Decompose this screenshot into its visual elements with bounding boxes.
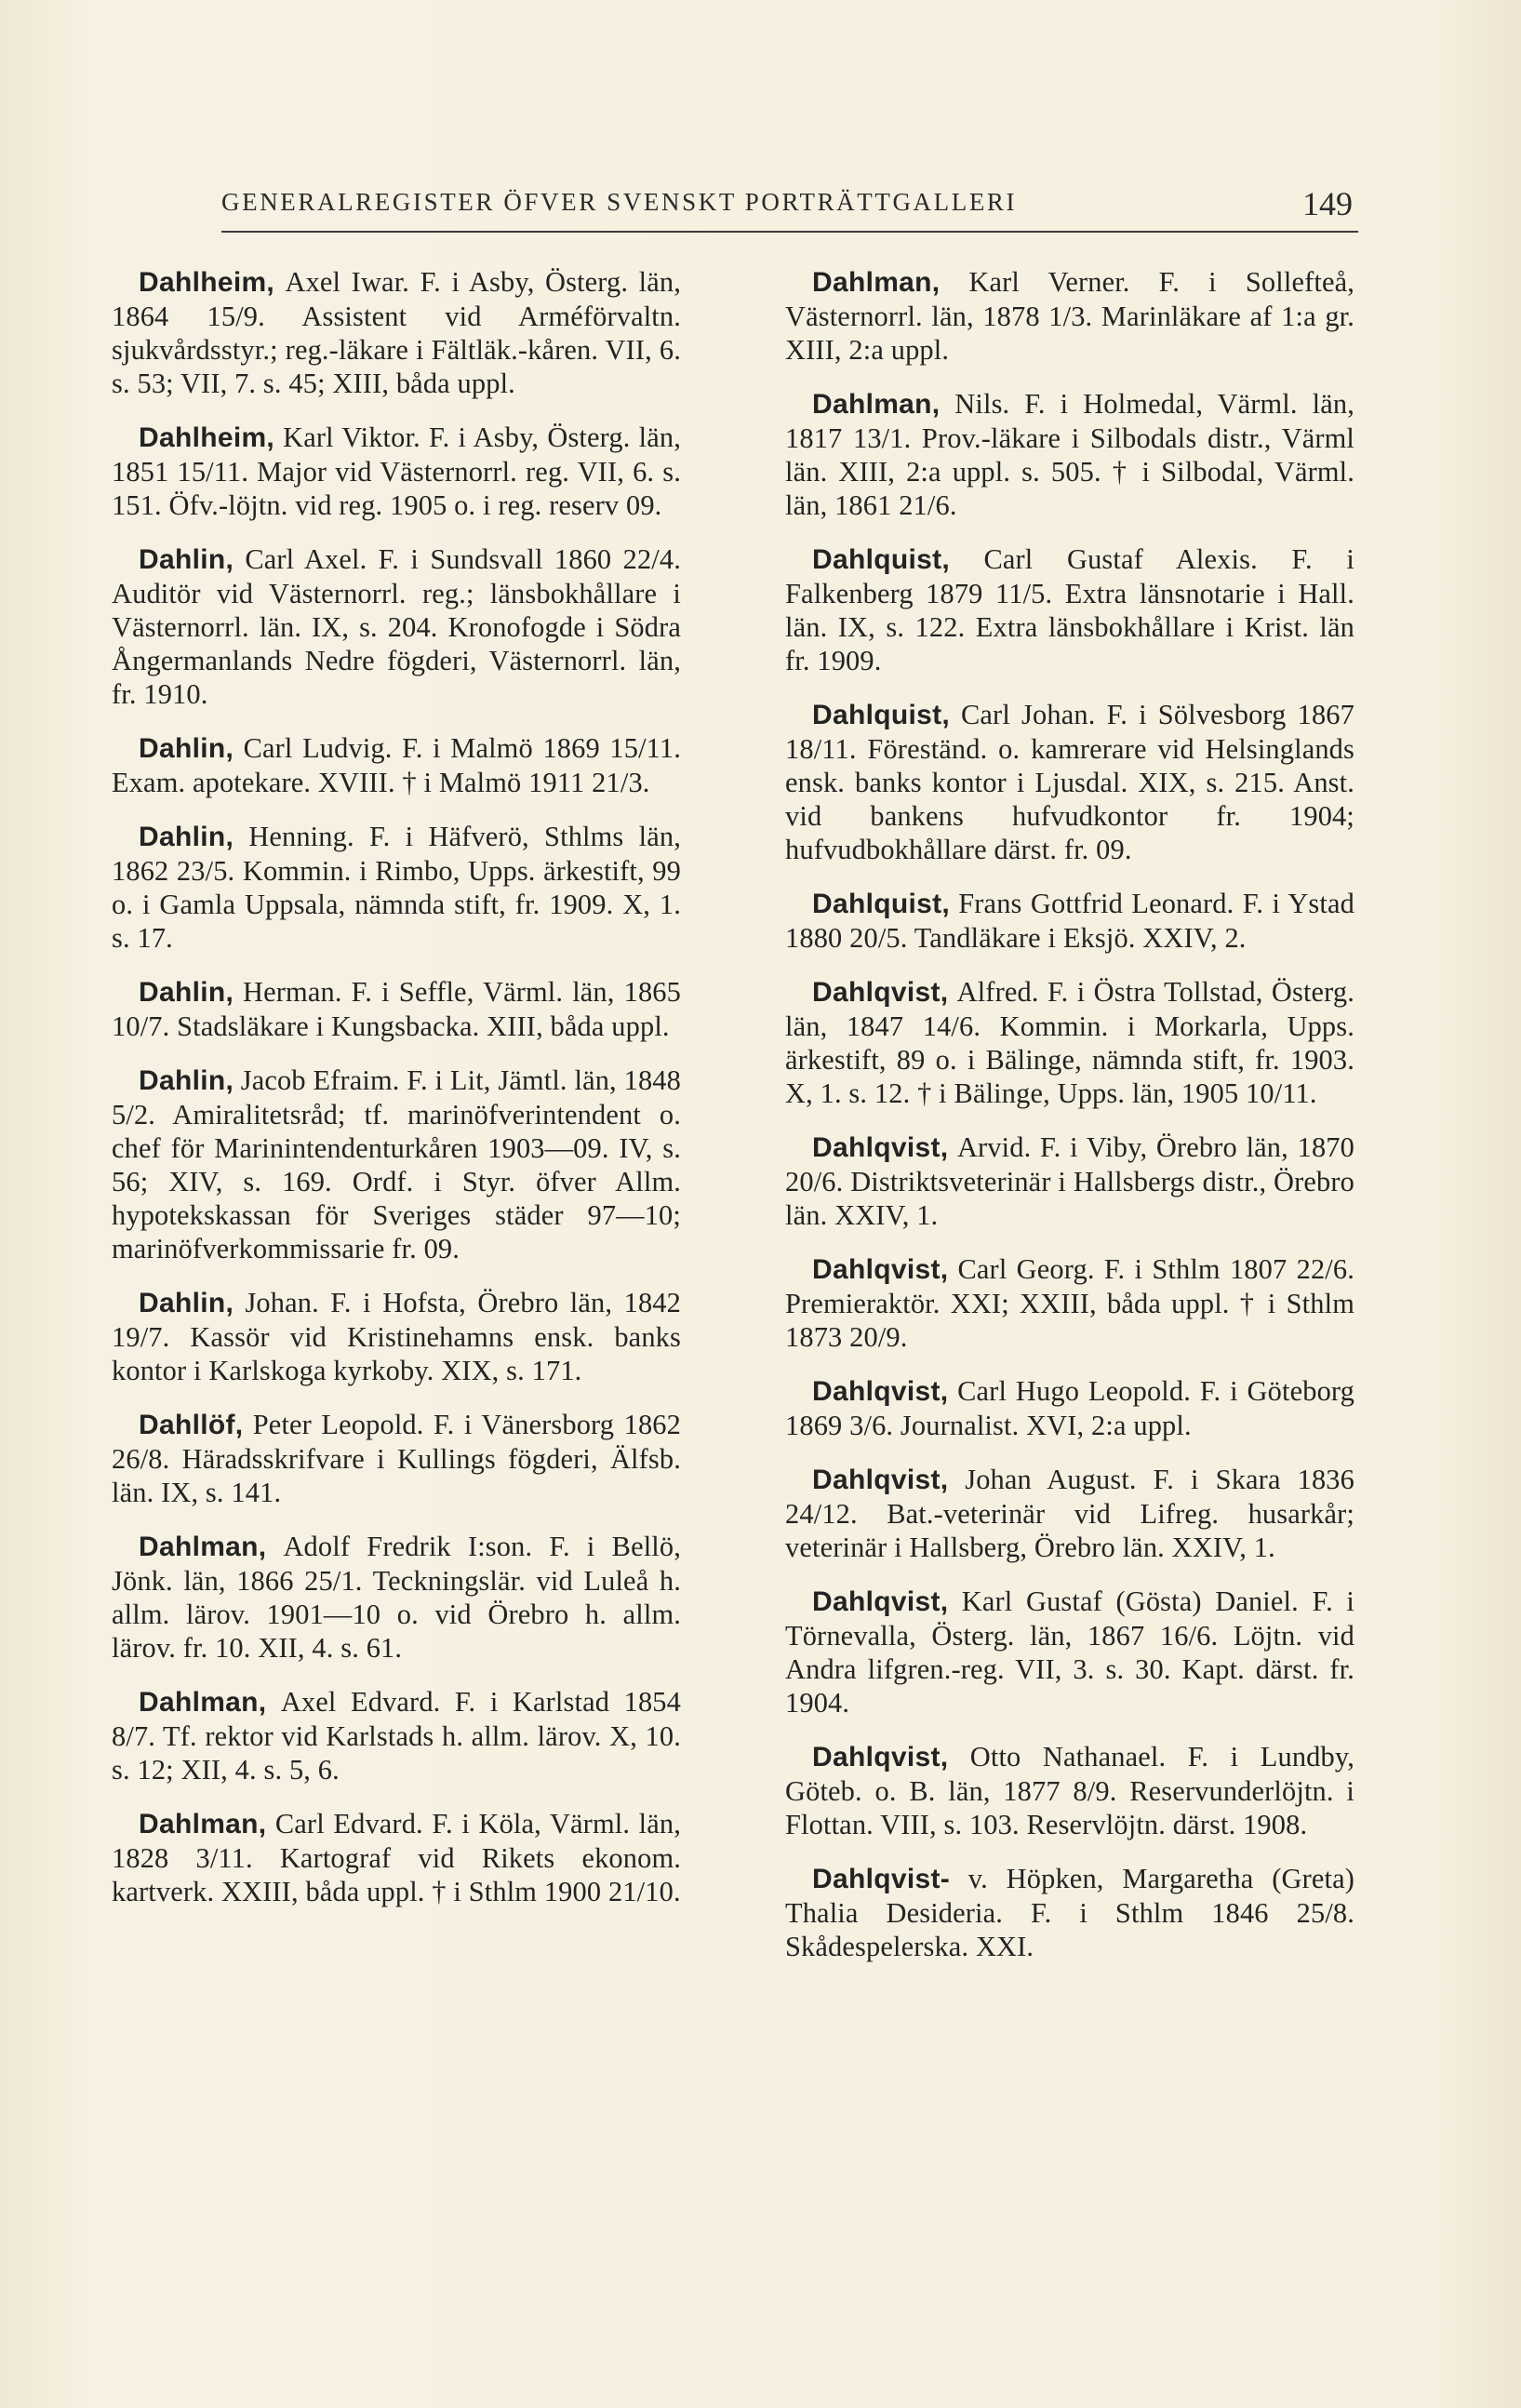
register-entry [785,265,1354,367]
entry-text: Carl Johan. F. i Sölvesborg 1867 18/11. Föreständ. o. kamrerare vid Helsinglands ensk. banks kontor i Ljusdal. XIX, s. 215. Anst. vid bankens hufvudkontor fr. 1904; hufvudbokhållare därst. fr. 09. [785,699,1354,865]
entry-text: Carl Edvard. F. i Köla, Värml. län, 1828 3/11. Kartograf vid Rikets ekonom. kartverk. XXIII, båda uppl. † i Sthlm 1900 21/10. [112,1808,681,1907]
register-entry [112,1408,681,1509]
entry-text: Adolf Fredrik I:son. F. i Bellö, Jönk. län, 1866 25/1. Teckningslär. vid Luleå h. allm. lärov. 1901—10 o. vid Örebro h. allm. lärov. fr. 10. XII, 4. s. 61. [112,1531,681,1664]
register-entry [785,1374,1354,1442]
entry-text: Otto Nathanael. F. i Lundby, Göteb. o. B. län, 1877 8/9. Reservunderlöjtn. i Flottan. VIII, s. 103. Reservlöjtn. därst. 1908. [785,1741,1354,1840]
register-entry [785,887,1354,955]
register-entry [785,1252,1354,1354]
entry-text: Carl Gustaf Alexis. F. i Falkenberg 1879 11/5. Extra länsnotarie i Hall. län. IX, s. 122. Extra länsbokhållare i Krist. län fr. 1909. [785,543,1354,676]
entry-text: Carl Hugo Leopold. F. i Göteborg 1869 3/6. Journalist. XVI, 2:a uppl. [785,1375,1354,1441]
entry-surname: Dahlin, [139,1065,234,1096]
entry-surname: Dahlquist, [812,700,951,730]
register-entry [112,1064,681,1265]
entry-surname: Dahlman, [812,389,941,420]
entry-surname: Dahlheim, [139,422,275,453]
entry-text: Nils. F. i Holmedal, Värml. län, 1817 13/1. Prov.-läkare i Silbodals distr., Värml län. XIII, 2:a uppl. s. 505. † i Silbodal, Värml. län, 1861 21/6. [785,388,1354,521]
register-entry [785,1463,1354,1564]
entry-surname: Dahlqvist, [812,1586,949,1617]
entry-text: Carl Georg. F. i Sthlm 1807 22/6. Premieraktör. XXI; XXIII, båda uppl. † i Sthlm 1873 20/9. [785,1253,1354,1353]
register-entry [112,820,681,955]
entry-text: Peter Leopold. F. i Vänersborg 1862 26/8. Häradsskrifvare i Kullings fögderi, Älfsb. län. IX, s. 141. [112,1409,681,1508]
register-entry [785,542,1354,677]
entry-surname: Dahlheim, [139,267,275,298]
register-entry [112,1286,681,1387]
entry-text: Frans Gottfrid Leonard. F. i Ystad 1880 20/5. Tandläkare i Eksjö. XXIV, 2. [785,888,1354,954]
entry-text: Alfred. F. i Östra Tollstad, Österg. län, 1847 14/6. Kommin. i Morkarla, Upps. ärkestift, 89 o. i Bälinge, nämnda stift, fr. 1903. X, 1. s. 12. † i Bälinge, Upps. län, 1905 10/11. [785,976,1354,1109]
register-entry [785,1740,1354,1841]
entry-surname: Dahlquist, [812,544,951,575]
entry-surname: Dahlman, [139,1687,267,1718]
entry-surname: Dahlquist, [812,889,951,919]
entry-text: Karl Viktor. F. i Asby, Österg. län, 1851 15/11. Major vid Västernorrl. reg. VII, 6. s. 151. Öfv.-löjtn. vid reg. 1905 o. i reg. reserv 09. [112,421,681,521]
page-number: 149 [1302,185,1353,222]
right-column [785,265,1354,1984]
entry-text: Jacob Efraim. F. i Lit, Jämtl. län, 1848 5/2. Amiralitetsråd; tf. marinöfverintendent o. chef för Marinintendenturkåren 1903—09. IV, s. 56; XIV, s. 169. Ordf. i Styr. öfver Allm. hypotekskassan för Sveriges städer 97—10; marinöfverkommissarie fr. 09. [112,1064,681,1264]
entry-surname: Dahlman, [139,1532,267,1562]
entry-text: Axel Edvard. F. i Karlstad 1854 8/7. Tf. rektor vid Karlstads h. allm. lärov. X, 10. s. 12; XII, 4. s. 5, 6. [112,1686,681,1786]
left-column [112,265,681,1929]
entry-surname: Dahlin, [139,544,234,575]
register-entry [112,1685,681,1786]
entry-text: Johan August. F. i Skara 1836 24/12. Bat.-veterinär vid Lifreg. husarkår; veterinär i Hallsberg, Örebro län. XXIV, 1. [785,1464,1354,1563]
entry-surname: Dahlin, [139,733,234,764]
entry-text: Carl Ludvig. F. i Malmö 1869 15/11. Exam. apotekare. XVIII. † i Malmö 1911 21/3. [112,732,681,798]
register-entry [112,265,681,400]
entry-text: Henning. F. i Häfverö, Sthlms län, 1862 23/5. Kommin. i Rimbo, Upps. ärkestift, 99 o. i Gamla Uppsala, nämnda stift, fr. 1909. X, 1. s. 17. [112,821,681,954]
register-entry [112,542,681,711]
entry-surname: Dahlin, [139,977,234,1008]
entry-surname: Dahlqvist, [812,1376,949,1407]
register-entry [112,1807,681,1908]
entry-surname: Dahlqvist, [812,1132,949,1163]
page-header [221,184,1358,233]
entry-text: Arvid. F. i Viby, Örebro län, 1870 20/6. Distriktsveterinär i Hallsbergs distr., Örebro län. XXIV, 1. [785,1131,1354,1231]
entry-surname: Dahlqvist, [812,1254,949,1285]
register-entry [785,1585,1354,1719]
register-entry [785,975,1354,1110]
entry-surname: Dahlman, [139,1809,267,1839]
entry-text: v. Höpken, Margaretha (Greta) Thalia Desideria. F. i Sthlm 1846 25/8. Skådespelerska. XXI. [785,1863,1354,1962]
register-entry [785,1862,1354,1963]
entry-text: Carl Axel. F. i Sundsvall 1860 22/4. Auditör vid Västernorrl. reg.; länsbokhållare i Västernorrl. län. IX, s. 204. Kronofogde i Södra Ångermanlands Nedre fögderi, Västernorrl. län, fr. 1910. [112,543,681,710]
entry-surname: Dahlqvist, [812,1465,949,1495]
register-entry [112,731,681,799]
entry-surname: Dahlin, [139,822,234,852]
entry-surname: Dahlin, [139,1288,234,1318]
entry-text: Herman. F. i Seffle, Värml. län, 1865 10/7. Stadsläkare i Kungsbacka. XIII, båda uppl. [112,976,681,1042]
entry-text: Karl Verner. F. i Sollefteå, Västernorrl. län, 1878 1/3. Marinläkare af 1:a gr. XIII, 2:a uppl. [785,266,1354,366]
entry-surname: Dahlman, [812,267,941,298]
register-entry [785,698,1354,866]
entry-surname: Dahlqvist, [812,977,949,1008]
entry-text: Karl Gustaf (Gösta) Daniel. F. i Törnevalla, Österg. län, 1867 16/6. Löjtn. vid Andra lifgren.-reg. VII, 3. s. 30. Kapt. därst. fr. 1904. [785,1585,1354,1719]
running-title: GENERALREGISTER ÖFVER SVENSKT PORTRÄTTGALLERI [221,188,1018,216]
register-entry [112,421,681,522]
entry-surname: Dahlqvist- [812,1864,951,1894]
entry-text: Johan. F. i Hofsta, Örebro län, 1842 19/7. Kassör vid Kristinehamns ensk. banks kontor i Karlskoga kyrkoby. XIX, s. 171. [112,1287,681,1386]
register-entry [112,1530,681,1665]
entry-surname: Dahllöf, [139,1410,244,1440]
entry-surname: Dahlqvist, [812,1742,949,1773]
register-entry [112,975,681,1043]
register-entry [785,1130,1354,1232]
entry-text: Axel Iwar. F. i Asby, Österg. län, 1864 15/9. Assistent vid Arméförvaltn. sjukvårdsstyr.; reg.-läkare i Fältläk.-kåren. VII, 6. s. 53; VII, 7. s. 45; XIII, båda uppl. [112,266,681,399]
register-entry [785,387,1354,522]
